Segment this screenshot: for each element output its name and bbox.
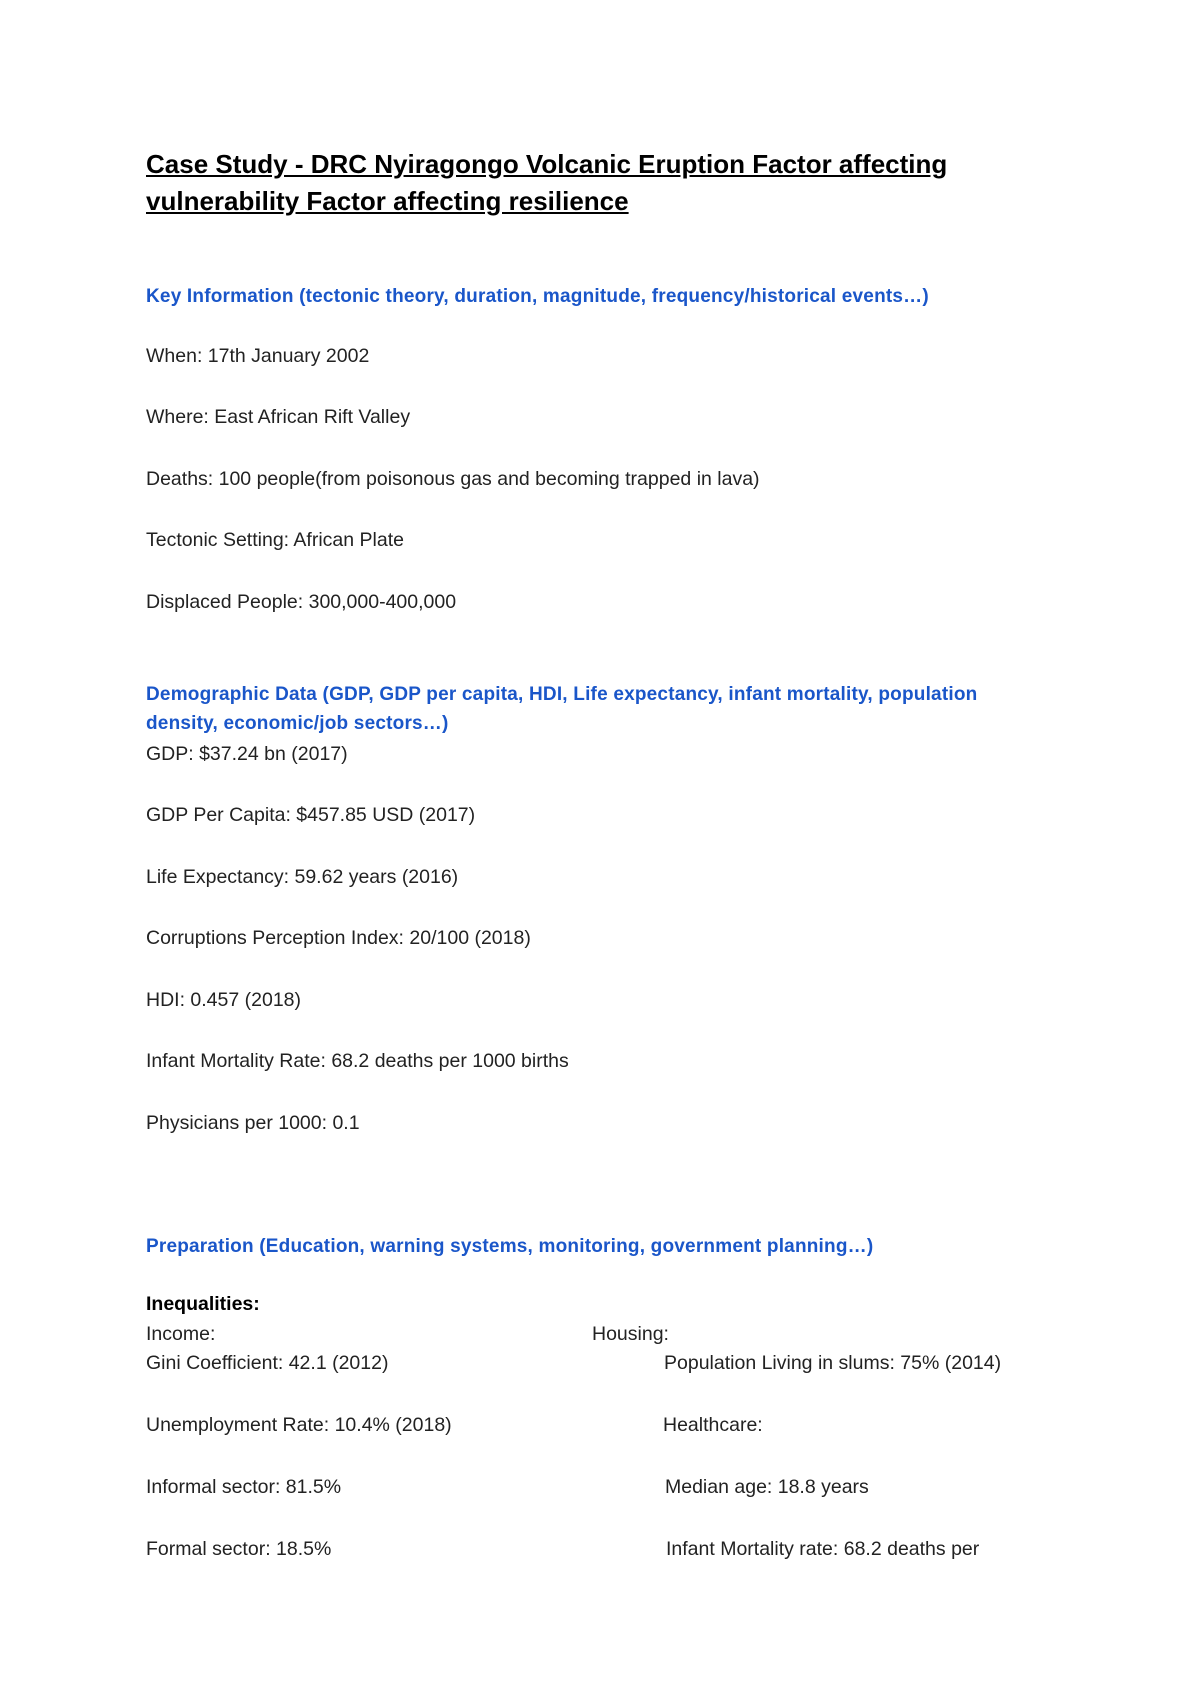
infant-mortality-partial-line: Infant Mortality rate: 68.2 deaths per: [666, 1538, 980, 1560]
corruption-index-line: Corruptions Perception Index: 20/100 (2018): [146, 927, 531, 949]
preparation-heading: Preparation (Education, warning systems, monitoring, government planning…): [146, 1236, 874, 1257]
life-expectancy-line: Life Expectancy: 59.62 years (2016): [146, 866, 459, 888]
gini-coefficient-line: Gini Coefficient: 42.1 (2012): [146, 1352, 389, 1374]
gdp-line: GDP: $37.24 bn (2017): [146, 743, 348, 765]
physicians-line: Physicians per 1000: 0.1: [146, 1112, 360, 1134]
where-line: Where: East African Rift Valley: [146, 406, 411, 428]
informal-sector-line: Informal sector: 81.5%: [146, 1476, 342, 1498]
slums-line: Population Living in slums: 75% (2014): [664, 1352, 1002, 1374]
displaced-people-line: Displaced People: 300,000-400,000: [146, 591, 457, 613]
income-label: Income:: [146, 1323, 216, 1345]
when-line: When: 17th January 2002: [146, 345, 370, 367]
inequalities-label: Inequalities:: [146, 1293, 260, 1315]
formal-sector-line: Formal sector: 18.5%: [146, 1538, 332, 1560]
tectonic-setting-line: Tectonic Setting: African Plate: [146, 529, 404, 551]
infant-mortality-line: Infant Mortality Rate: 68.2 deaths per 1000 births: [146, 1050, 569, 1072]
unemployment-line: Unemployment Rate: 10.4% (2018): [146, 1414, 452, 1436]
key-information-heading: Key Information (tectonic theory, duration, magnitude, frequency/historical events…): [146, 286, 929, 307]
gdp-per-capita-line: GDP Per Capita: $457.85 USD (2017): [146, 804, 476, 826]
deaths-line: Deaths: 100 people(from poisonous gas and becoming trapped in lava): [146, 468, 760, 490]
document-title: Case Study - DRC Nyiragongo Volcanic Eruption Factor affecting vulnerability Factor affecting resilience: [146, 149, 948, 216]
median-age-line: Median age: 18.8 years: [665, 1476, 869, 1498]
demographic-data-heading: Demographic Data (GDP, GDP per capita, HDI, Life expectancy, infant mortality, population density, economic/job sectors…): [146, 684, 978, 734]
healthcare-label: Healthcare:: [663, 1414, 763, 1436]
hdi-line: HDI: 0.457 (2018): [146, 989, 302, 1011]
housing-label: Housing:: [592, 1323, 669, 1345]
